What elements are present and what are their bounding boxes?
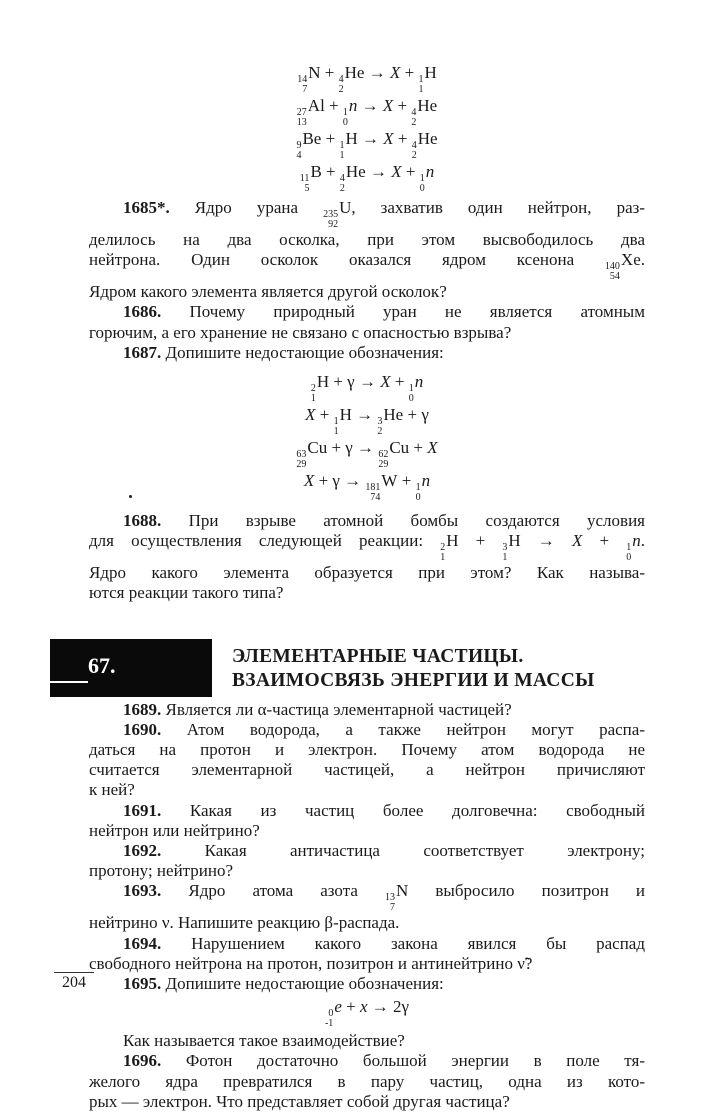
section-title — [232, 645, 595, 693]
isotope — [502, 531, 520, 563]
mass-number: 11 — [299, 173, 310, 184]
mass-number: 2 — [440, 542, 446, 554]
element-symbol: N — [396, 881, 409, 901]
equation-line — [89, 128, 645, 161]
element-symbol: H — [339, 405, 352, 425]
atomic-number: -1 — [324, 1018, 334, 1030]
text-line — [89, 1092, 645, 1112]
isotope-numbers — [311, 384, 316, 404]
text-line — [89, 302, 645, 322]
text-segment: желого ядра превратился в пару частиц, одна из кото- — [89, 1071, 645, 1091]
variable: X — [391, 162, 402, 181]
text-segment: + γ — [403, 405, 429, 425]
equation-line — [89, 95, 645, 128]
atomic-number: 2 — [339, 183, 345, 194]
text-line — [89, 1051, 645, 1071]
atomic-number: 13 — [296, 117, 307, 128]
element-symbol: H — [508, 531, 521, 551]
mass-number: 1 — [333, 416, 339, 428]
isotope-numbers — [297, 108, 307, 128]
mass-number: 63 — [296, 449, 307, 461]
text-segment: рых — электрон. Что представляет собой другая частица? — [89, 1091, 510, 1111]
text-line — [89, 343, 645, 363]
element-symbol: Be — [302, 129, 322, 148]
isotope — [412, 128, 438, 161]
text-segment: Ядро атома азота — [161, 881, 385, 901]
text-segment: + γ → — [327, 438, 379, 458]
element-symbol: e — [334, 997, 342, 1017]
isotope-numbers — [365, 483, 380, 503]
atomic-number: 0 — [626, 552, 632, 564]
atomic-number: 29 — [378, 459, 389, 471]
section-rule — [50, 681, 88, 683]
element-symbol: H — [446, 531, 459, 551]
atomic-number: 0 — [342, 117, 348, 128]
isotope — [323, 198, 351, 230]
atomic-number: 2 — [411, 150, 417, 161]
equation-line — [89, 470, 645, 503]
problem-number: 1696. — [123, 1051, 162, 1071]
isotope-numbers — [325, 1009, 333, 1029]
text-segment: → — [357, 129, 384, 148]
atomic-number: 1 — [333, 426, 339, 438]
mass-number: 4 — [411, 140, 417, 151]
text-segment: Почему природный уран не является атомным — [161, 302, 645, 322]
element-symbol: He — [344, 63, 365, 82]
atomic-number: 0 — [415, 492, 421, 504]
mass-number: 4 — [338, 74, 344, 85]
mass-number: 3 — [502, 542, 508, 554]
text-line — [89, 720, 645, 740]
element-symbol: N — [308, 63, 321, 82]
text-segment: Допишите недостающие обозначения: — [161, 342, 444, 362]
mass-number: 140 — [604, 261, 620, 273]
isotope — [325, 996, 342, 1029]
text-line — [89, 780, 645, 800]
isotope — [365, 470, 397, 503]
text-segment: → 2γ — [367, 997, 410, 1017]
text-segment: нейтрино ν. Напишите реакцию β-распада. — [89, 913, 400, 933]
text-segment: Фотон достаточно большой энергии в поле тя- — [161, 1051, 645, 1071]
section-title-line: ЭЛЕМЕНТАРНЫЕ ЧАСТИЦЫ. — [232, 645, 524, 667]
isotope-numbers — [440, 543, 445, 563]
mass-number: 2 — [310, 383, 316, 395]
problem-number: 1685*. — [123, 198, 170, 217]
text-segment: к ней? — [89, 780, 135, 800]
isotope-numbers — [339, 141, 344, 161]
element-symbol: He — [383, 405, 404, 425]
isotope-numbers — [411, 108, 416, 128]
text-segment: + — [397, 471, 416, 491]
mass-number: 3 — [377, 416, 383, 428]
text-segment: Ядро урана — [169, 198, 324, 217]
text-segment: , захватив один нейтрон, раз- — [351, 198, 645, 217]
text-segment: протону; нейтрино? — [89, 861, 234, 881]
atomic-number: 4 — [296, 150, 302, 161]
text-line — [89, 861, 645, 881]
text-segment: Является ли α-частица элементарной частицей? — [161, 699, 512, 719]
problem-number: 1693. — [123, 881, 162, 901]
isotope — [440, 531, 458, 563]
mass-number: 235 — [323, 209, 339, 220]
text-line — [89, 700, 645, 720]
text-segment: + — [393, 129, 412, 148]
text-segment: Какая античастица соответствует электрону; — [161, 841, 645, 861]
isotope-numbers — [296, 141, 301, 161]
text-segment: для осуществления следующей реакции: — [89, 531, 441, 551]
element-symbol: H — [345, 129, 358, 148]
page-body — [0, 62, 722, 1112]
equation-line — [89, 404, 645, 437]
text-line — [89, 1072, 645, 1092]
element-symbol: Xe — [620, 250, 641, 270]
text-segment: При взрыве атомной бомбы создаются условия — [161, 511, 645, 531]
isotope — [416, 470, 431, 503]
section-number: 67. — [88, 652, 116, 678]
atomic-number: 7 — [390, 902, 395, 914]
mass-number: 4 — [339, 173, 345, 184]
isotope — [409, 371, 424, 404]
atomic-number: 0 — [419, 183, 425, 194]
stray-dot — [129, 495, 132, 498]
mass-number: 62 — [378, 449, 389, 461]
problem-number: 1687. — [123, 342, 162, 362]
text-segment: + — [341, 997, 360, 1017]
text-segment: → — [365, 162, 392, 181]
atomic-number: 29 — [296, 459, 307, 471]
equation-line — [89, 62, 645, 95]
atomic-number: 2 — [338, 84, 344, 95]
isotope-numbers — [296, 450, 306, 470]
text-segment: + — [315, 405, 334, 425]
isotope — [339, 128, 357, 161]
text-segment: + — [400, 63, 419, 82]
equation-line — [89, 437, 645, 470]
atomic-number: 74 — [370, 492, 381, 504]
text-line — [89, 583, 645, 603]
text-segment: → — [364, 63, 390, 82]
isotope-numbers — [377, 417, 382, 437]
text-segment: Ядро какого элемента образуется при этом? Как называ- — [89, 563, 645, 583]
variable: X — [303, 471, 315, 491]
problem-number: 1691. — [123, 800, 162, 820]
isotope — [418, 62, 436, 95]
atomic-number: 1 — [339, 150, 345, 161]
mass-number: 181 — [365, 482, 381, 494]
element-symbol: n — [425, 162, 435, 181]
text-segment: + — [401, 162, 420, 181]
isotope — [340, 161, 366, 194]
equation-line — [89, 161, 645, 194]
isotope-numbers — [420, 174, 425, 194]
atomic-number: 54 — [609, 271, 620, 283]
isotope — [296, 128, 321, 161]
mass-number: 1 — [626, 542, 632, 554]
variable: X — [380, 372, 391, 392]
element-symbol: Al — [307, 96, 325, 115]
section-number-box — [50, 639, 212, 697]
atomic-number: 92 — [328, 219, 339, 230]
mass-number: 4 — [411, 107, 417, 118]
isotope — [334, 404, 352, 437]
element-symbol: Cu — [389, 438, 410, 458]
text-line — [89, 740, 645, 760]
isotope — [385, 881, 408, 913]
atomic-number: 1 — [418, 84, 424, 95]
text-segment: . — [640, 531, 645, 551]
text-segment: горючим, а его хранение не связано с опасностью взрыва? — [89, 322, 512, 342]
isotope — [300, 161, 322, 194]
problem-number: 1686. — [123, 302, 162, 322]
text-line — [89, 841, 645, 861]
isotope — [605, 250, 641, 282]
isotope — [411, 95, 437, 128]
text-segment: ются реакции такого типа? — [89, 583, 284, 603]
atomic-number: 7 — [302, 84, 308, 95]
text-line — [89, 801, 645, 821]
element-symbol: He — [345, 162, 366, 181]
problems-1689-1695 — [89, 700, 645, 995]
element-symbol: n — [348, 96, 358, 115]
text-line — [89, 563, 645, 583]
isotope-numbers — [297, 75, 307, 95]
isotope-numbers — [334, 417, 339, 437]
mass-number: 13 — [385, 892, 395, 904]
atomic-number: 0 — [408, 393, 414, 405]
text-line — [89, 282, 645, 302]
text-segment: считается элементарной частицей, а нейтрон причисляют — [89, 760, 645, 780]
isotope — [311, 371, 329, 404]
isotope — [420, 161, 435, 194]
mass-number: 1 — [418, 74, 424, 85]
text-segment: делилось на два осколка, при этом высвободилось два — [89, 230, 645, 249]
text-segment: Ядром какого элемента является другой осколок? — [89, 282, 447, 302]
text-segment: + γ → — [314, 471, 366, 491]
section-title-line: ВЗАИМОСВЯЗЬ ЭНЕРГИИ И МАССЫ — [232, 669, 595, 691]
text-line — [89, 531, 645, 563]
element-symbol: H — [316, 372, 330, 392]
mass-number: 9 — [296, 140, 302, 151]
text-segment: + — [321, 162, 340, 181]
text-segment: + — [393, 96, 412, 115]
isotope — [378, 437, 409, 470]
problem-1688 — [89, 511, 645, 604]
mass-number: 1 — [419, 173, 425, 184]
variable: X — [383, 129, 394, 148]
isotope-numbers — [605, 262, 620, 282]
element-symbol: n — [632, 531, 641, 551]
text-segment: нейтрон или нейтрино? — [89, 820, 260, 840]
text-segment: Как называется такое взаимодействие? — [123, 1031, 405, 1051]
variable: X — [382, 96, 394, 115]
problem-number: 1694. — [123, 933, 162, 953]
problem-1696 — [89, 1031, 645, 1112]
atomic-number: 1 — [440, 552, 446, 564]
text-line — [89, 974, 645, 994]
isotope-numbers — [502, 543, 507, 563]
mass-number: 1 — [408, 383, 414, 395]
mass-number: 27 — [296, 107, 307, 118]
element-symbol: Cu — [307, 438, 328, 458]
equation-line — [89, 996, 645, 1029]
isotope-numbers — [416, 483, 421, 503]
reaction-equation-1695 — [89, 996, 645, 1029]
element-symbol: H — [424, 63, 437, 82]
page-number: 204 — [54, 972, 94, 992]
text-segment: + — [582, 531, 627, 551]
isotope — [297, 62, 320, 95]
text-line — [89, 934, 645, 954]
isotope-numbers — [323, 210, 338, 230]
text-line — [89, 760, 645, 780]
text-line — [89, 881, 645, 913]
isotope-numbers — [343, 108, 348, 128]
atomic-number: 1 — [502, 552, 508, 564]
mass-number: 1 — [339, 140, 345, 151]
isotope — [343, 95, 358, 128]
problem-number: 1690. — [123, 719, 162, 739]
text-segment: свободного нейтрона на протон, позитрон и антинейтрино ν̃? — [89, 953, 533, 973]
isotope — [626, 531, 641, 563]
isotope-numbers — [378, 450, 388, 470]
isotope-numbers — [418, 75, 423, 95]
problems-1685-1687 — [89, 198, 645, 363]
text-segment: даться на протон и электрон. Почему атом водорода не — [89, 740, 645, 760]
element-symbol: U — [339, 198, 352, 217]
isotope-numbers — [409, 384, 414, 404]
isotope-numbers — [340, 174, 345, 194]
equation-line — [89, 371, 645, 404]
mass-number: 1 — [342, 107, 348, 118]
mass-number: 14 — [297, 74, 308, 85]
reaction-equations-1 — [89, 62, 645, 194]
text-segment: → — [520, 531, 572, 551]
text-segment: + — [390, 372, 409, 392]
text-line — [89, 1031, 645, 1051]
text-line — [89, 954, 645, 974]
element-symbol: n — [421, 471, 431, 491]
text-segment: + — [458, 531, 503, 551]
text-segment: → — [357, 96, 383, 115]
text-segment: Какая из частиц более долговечна: свободный — [161, 800, 645, 820]
text-line — [89, 230, 645, 250]
text-line — [89, 511, 645, 531]
text-line — [89, 198, 645, 230]
isotope — [339, 62, 365, 95]
problem-number: 1692. — [123, 841, 162, 861]
isotope — [297, 95, 325, 128]
isotope-numbers — [300, 174, 310, 194]
variable: X — [389, 63, 401, 82]
variable: x — [359, 997, 368, 1017]
atomic-number: 5 — [304, 183, 310, 194]
isotope-numbers — [626, 543, 631, 563]
text-segment: Допишите недостающие обозначения: — [161, 974, 444, 994]
text-segment: + — [324, 96, 343, 115]
text-segment: нейтрона. Один осколок оказался ядром ксенона — [89, 250, 605, 270]
text-segment: + — [320, 63, 339, 82]
element-symbol: He — [417, 96, 438, 115]
text-segment: выбросило позитрон и — [408, 881, 646, 901]
variable: X — [571, 531, 583, 551]
element-symbol: He — [417, 129, 438, 148]
text-segment: Нарушением какого закона явился бы распад — [161, 933, 645, 953]
reaction-equations-1687 — [89, 371, 645, 503]
isotope — [296, 437, 327, 470]
text-segment: + — [409, 438, 428, 458]
variable: X — [305, 405, 316, 425]
atomic-number: 2 — [411, 117, 417, 128]
mass-number: 0 — [328, 1008, 334, 1020]
isotope-numbers — [339, 75, 344, 95]
text-segment: + γ → — [329, 372, 381, 392]
text-segment: . — [640, 250, 645, 270]
atomic-number: 1 — [310, 393, 316, 405]
text-segment: Атом водорода, а также нейтрон могут распа- — [161, 719, 645, 739]
text-line — [89, 323, 645, 343]
element-symbol: n — [414, 372, 424, 392]
text-line — [89, 250, 645, 282]
atomic-number: 2 — [377, 426, 383, 438]
text-line — [89, 821, 645, 841]
text-segment: + — [321, 129, 340, 148]
variable: X — [427, 438, 438, 458]
element-symbol: B — [310, 162, 322, 181]
isotope — [377, 404, 403, 437]
section-header — [0, 639, 722, 697]
isotope-numbers — [385, 893, 395, 913]
text-segment: → — [351, 405, 378, 425]
problem-number: 1689. — [123, 699, 162, 719]
mass-number: 1 — [415, 482, 421, 494]
element-symbol: W — [381, 471, 398, 491]
isotope-numbers — [412, 141, 417, 161]
problem-number: 1688. — [123, 511, 162, 531]
problem-number: 1695. — [123, 974, 162, 994]
text-line — [89, 913, 645, 933]
